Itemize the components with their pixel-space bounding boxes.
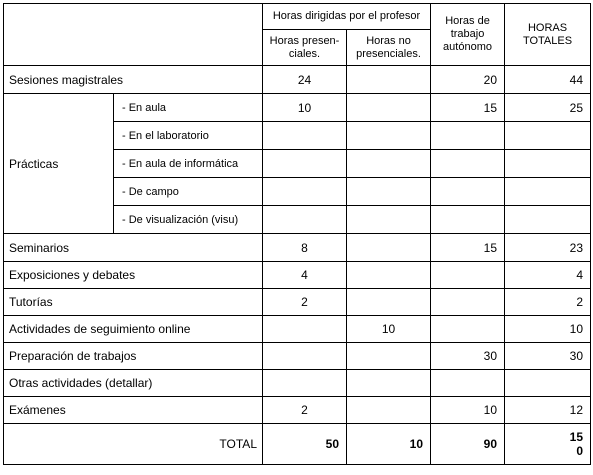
cell-no-presenciales bbox=[347, 343, 431, 370]
cell-presenciales bbox=[263, 316, 347, 343]
row-sublabel: - En el laboratorio bbox=[114, 122, 263, 150]
table-row bbox=[4, 94, 591, 122]
cell-presenciales bbox=[263, 370, 347, 397]
cell-autonomo: 10 bbox=[431, 397, 505, 424]
cell-presenciales: 4 bbox=[263, 262, 347, 289]
cell-no-presenciales bbox=[347, 289, 431, 316]
table-row bbox=[4, 343, 591, 370]
row-sublabel: - En aula bbox=[114, 94, 263, 122]
cell-presenciales bbox=[263, 206, 347, 234]
cell-total: 30 bbox=[505, 343, 591, 370]
total-row bbox=[4, 424, 591, 465]
row-sublabel: - De visualización (visu) bbox=[114, 206, 263, 234]
table-row bbox=[4, 66, 591, 94]
row-label: Exposiciones y debates bbox=[4, 262, 263, 289]
table-row bbox=[4, 262, 591, 289]
cell-presenciales bbox=[263, 150, 347, 178]
cell-autonomo bbox=[431, 178, 505, 206]
cell-no-presenciales bbox=[347, 370, 431, 397]
row-sublabel: - En aula de informática bbox=[114, 150, 263, 178]
cell-presenciales: 2 bbox=[263, 397, 347, 424]
cell-autonomo bbox=[431, 262, 505, 289]
cell-no-presenciales bbox=[347, 234, 431, 262]
header-presenciales: Horas presen- ciales. bbox=[263, 30, 347, 66]
cell-autonomo bbox=[431, 289, 505, 316]
cell-no-presenciales bbox=[347, 122, 431, 150]
cell-autonomo bbox=[431, 316, 505, 343]
total-presenciales: 50 bbox=[263, 424, 347, 465]
cell-autonomo bbox=[431, 206, 505, 234]
cell-autonomo: 15 bbox=[431, 94, 505, 122]
cell-total bbox=[505, 178, 591, 206]
cell-no-presenciales bbox=[347, 150, 431, 178]
cell-autonomo: 15 bbox=[431, 234, 505, 262]
table-row bbox=[4, 316, 591, 343]
table-row bbox=[4, 370, 591, 397]
header-autonomo: Horas de trabajo autónomo bbox=[431, 4, 505, 66]
cell-total: 44 bbox=[505, 66, 591, 94]
cell-presenciales: 8 bbox=[263, 234, 347, 262]
cell-autonomo: 20 bbox=[431, 66, 505, 94]
row-label: Exámenes bbox=[4, 397, 263, 424]
total-label: TOTAL bbox=[4, 424, 263, 465]
row-label: Otras actividades (detallar) bbox=[4, 370, 263, 397]
cell-autonomo bbox=[431, 370, 505, 397]
cell-presenciales bbox=[263, 343, 347, 370]
header-empty-cell bbox=[4, 4, 263, 66]
cell-no-presenciales bbox=[347, 66, 431, 94]
cell-presenciales bbox=[263, 122, 347, 150]
cell-no-presenciales bbox=[347, 94, 431, 122]
table-row bbox=[4, 289, 591, 316]
header-dirigidas: Horas dirigidas por el profesor bbox=[263, 4, 431, 30]
cell-total: 12 bbox=[505, 397, 591, 424]
cell-presenciales: 10 bbox=[263, 94, 347, 122]
practicas-label: Prácticas bbox=[4, 94, 114, 234]
table-row bbox=[4, 234, 591, 262]
table-row bbox=[4, 397, 591, 424]
cell-autonomo: 30 bbox=[431, 343, 505, 370]
cell-presenciales: 24 bbox=[263, 66, 347, 94]
total-autonomo: 90 bbox=[431, 424, 505, 465]
cell-total: 2 bbox=[505, 289, 591, 316]
cell-autonomo bbox=[431, 150, 505, 178]
cell-total bbox=[505, 122, 591, 150]
cell-presenciales bbox=[263, 178, 347, 206]
cell-no-presenciales: 10 bbox=[347, 316, 431, 343]
total-horas: 15 0 bbox=[505, 424, 591, 465]
cell-total: 4 bbox=[505, 262, 591, 289]
row-sublabel: - De campo bbox=[114, 178, 263, 206]
cell-total: 23 bbox=[505, 234, 591, 262]
cell-total bbox=[505, 150, 591, 178]
row-label: Seminarios bbox=[4, 234, 263, 262]
total-no-presenciales: 10 bbox=[347, 424, 431, 465]
cell-total: 25 bbox=[505, 94, 591, 122]
cell-no-presenciales bbox=[347, 206, 431, 234]
header-totales: HORAS TOTALES bbox=[505, 4, 591, 66]
cell-total bbox=[505, 370, 591, 397]
row-label: Actividades de seguimiento online bbox=[4, 316, 263, 343]
row-label: Preparación de trabajos bbox=[4, 343, 263, 370]
cell-no-presenciales bbox=[347, 262, 431, 289]
cell-no-presenciales bbox=[347, 178, 431, 206]
row-label: Tutorías bbox=[4, 289, 263, 316]
header-no-presenciales: Horas no presenciales. bbox=[347, 30, 431, 66]
cell-presenciales: 2 bbox=[263, 289, 347, 316]
cell-no-presenciales bbox=[347, 397, 431, 424]
row-label: Sesiones magistrales bbox=[4, 66, 263, 94]
cell-total bbox=[505, 206, 591, 234]
cell-autonomo bbox=[431, 122, 505, 150]
cell-total: 10 bbox=[505, 316, 591, 343]
hours-table bbox=[3, 3, 591, 465]
